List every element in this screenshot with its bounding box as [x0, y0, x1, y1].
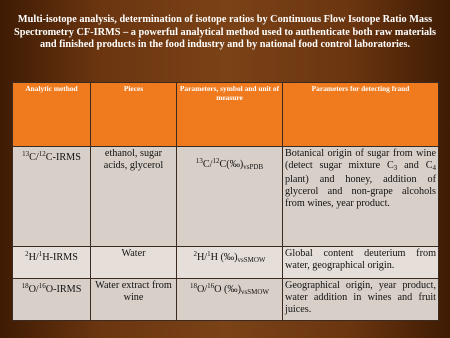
fraud-text: and C [397, 160, 433, 171]
method-cell [13, 147, 91, 247]
parameter-text: O (‰) [214, 284, 242, 295]
fraud-cell [283, 147, 439, 247]
table-row [13, 147, 439, 247]
isotope-methods-table [12, 82, 439, 321]
fraud-text: Botanical origin of sugar from wine (detect sugar mixture C [285, 148, 436, 171]
isotope-mass: 16 [207, 282, 215, 290]
isotope-mass: 2 [25, 250, 29, 258]
slide-title: Multi-isotope analysis, determination of isotope ratios by Continuous Flow Isotope Ratio Mass Spectrometry CF-IRMS – a powerful analytical method used to authenticate both raw materials and finished products in the food industry and by national food control laboratories. [14, 14, 436, 51]
header-pieces: Pieces [91, 83, 177, 147]
header-parameters: Parameters, symbol and unit of measure [177, 83, 283, 147]
parameter-text: C(‰) [219, 159, 244, 170]
method-cell [13, 279, 91, 321]
parameter-cell [177, 247, 283, 279]
table-row [13, 279, 439, 321]
isotope-mass: 1 [207, 250, 211, 258]
pieces-cell: ethanol, sugar acids, glycerol [91, 147, 177, 247]
isotope-mass: 13 [195, 157, 203, 165]
method-text: C-IRMS [45, 152, 81, 163]
method-text: C/ [29, 152, 39, 163]
fraud-cell: Global content deuterium from water, geographical origin. [283, 247, 439, 279]
method-text: O/ [28, 284, 39, 295]
reference-standard: vsSMOW [241, 288, 270, 296]
parameter-text: H (‰) [210, 252, 238, 263]
isotope-mass: 13 [22, 150, 30, 158]
isotope-mass: 12 [38, 150, 46, 158]
isotope-mass: 18 [21, 282, 29, 290]
pieces-cell: Water [91, 247, 177, 279]
method-cell [13, 247, 91, 279]
fraud-text: plant) and honey, addition of glycerol and non-grape alcohols from wines, year product. [285, 174, 436, 209]
isotope-mass: 12 [212, 157, 220, 165]
isotope-mass: 1 [38, 250, 43, 258]
method-text: O-IRMS [45, 284, 82, 295]
isotope-mass: 16 [38, 282, 46, 290]
table-header-row [13, 83, 439, 147]
header-fraud-detection: Parameters for detecting fraud [283, 83, 439, 147]
method-text: H-IRMS [42, 252, 78, 263]
header-analytic-method: Analytic method [13, 83, 91, 147]
fraud-cell: Geographical origin, year product, water addition in wines and fruit juices. [283, 279, 439, 321]
isotope-mass: 18 [189, 282, 197, 290]
reference-standard: vsPDB [243, 163, 264, 171]
parameter-text: O/ [196, 284, 208, 295]
fraud-subscript: 4 [432, 164, 436, 172]
reference-standard: vsSMOW [237, 256, 266, 264]
parameter-cell [177, 279, 283, 321]
method-text: H/ [28, 252, 39, 263]
table-row [13, 247, 439, 279]
isotope-mass: 2 [193, 250, 197, 258]
fraud-subscript: 3 [393, 164, 398, 172]
pieces-cell: Water extract from wine [91, 279, 177, 321]
parameter-cell [177, 147, 283, 247]
parameter-text: H/ [196, 252, 208, 263]
parameter-text: C/ [202, 159, 213, 170]
